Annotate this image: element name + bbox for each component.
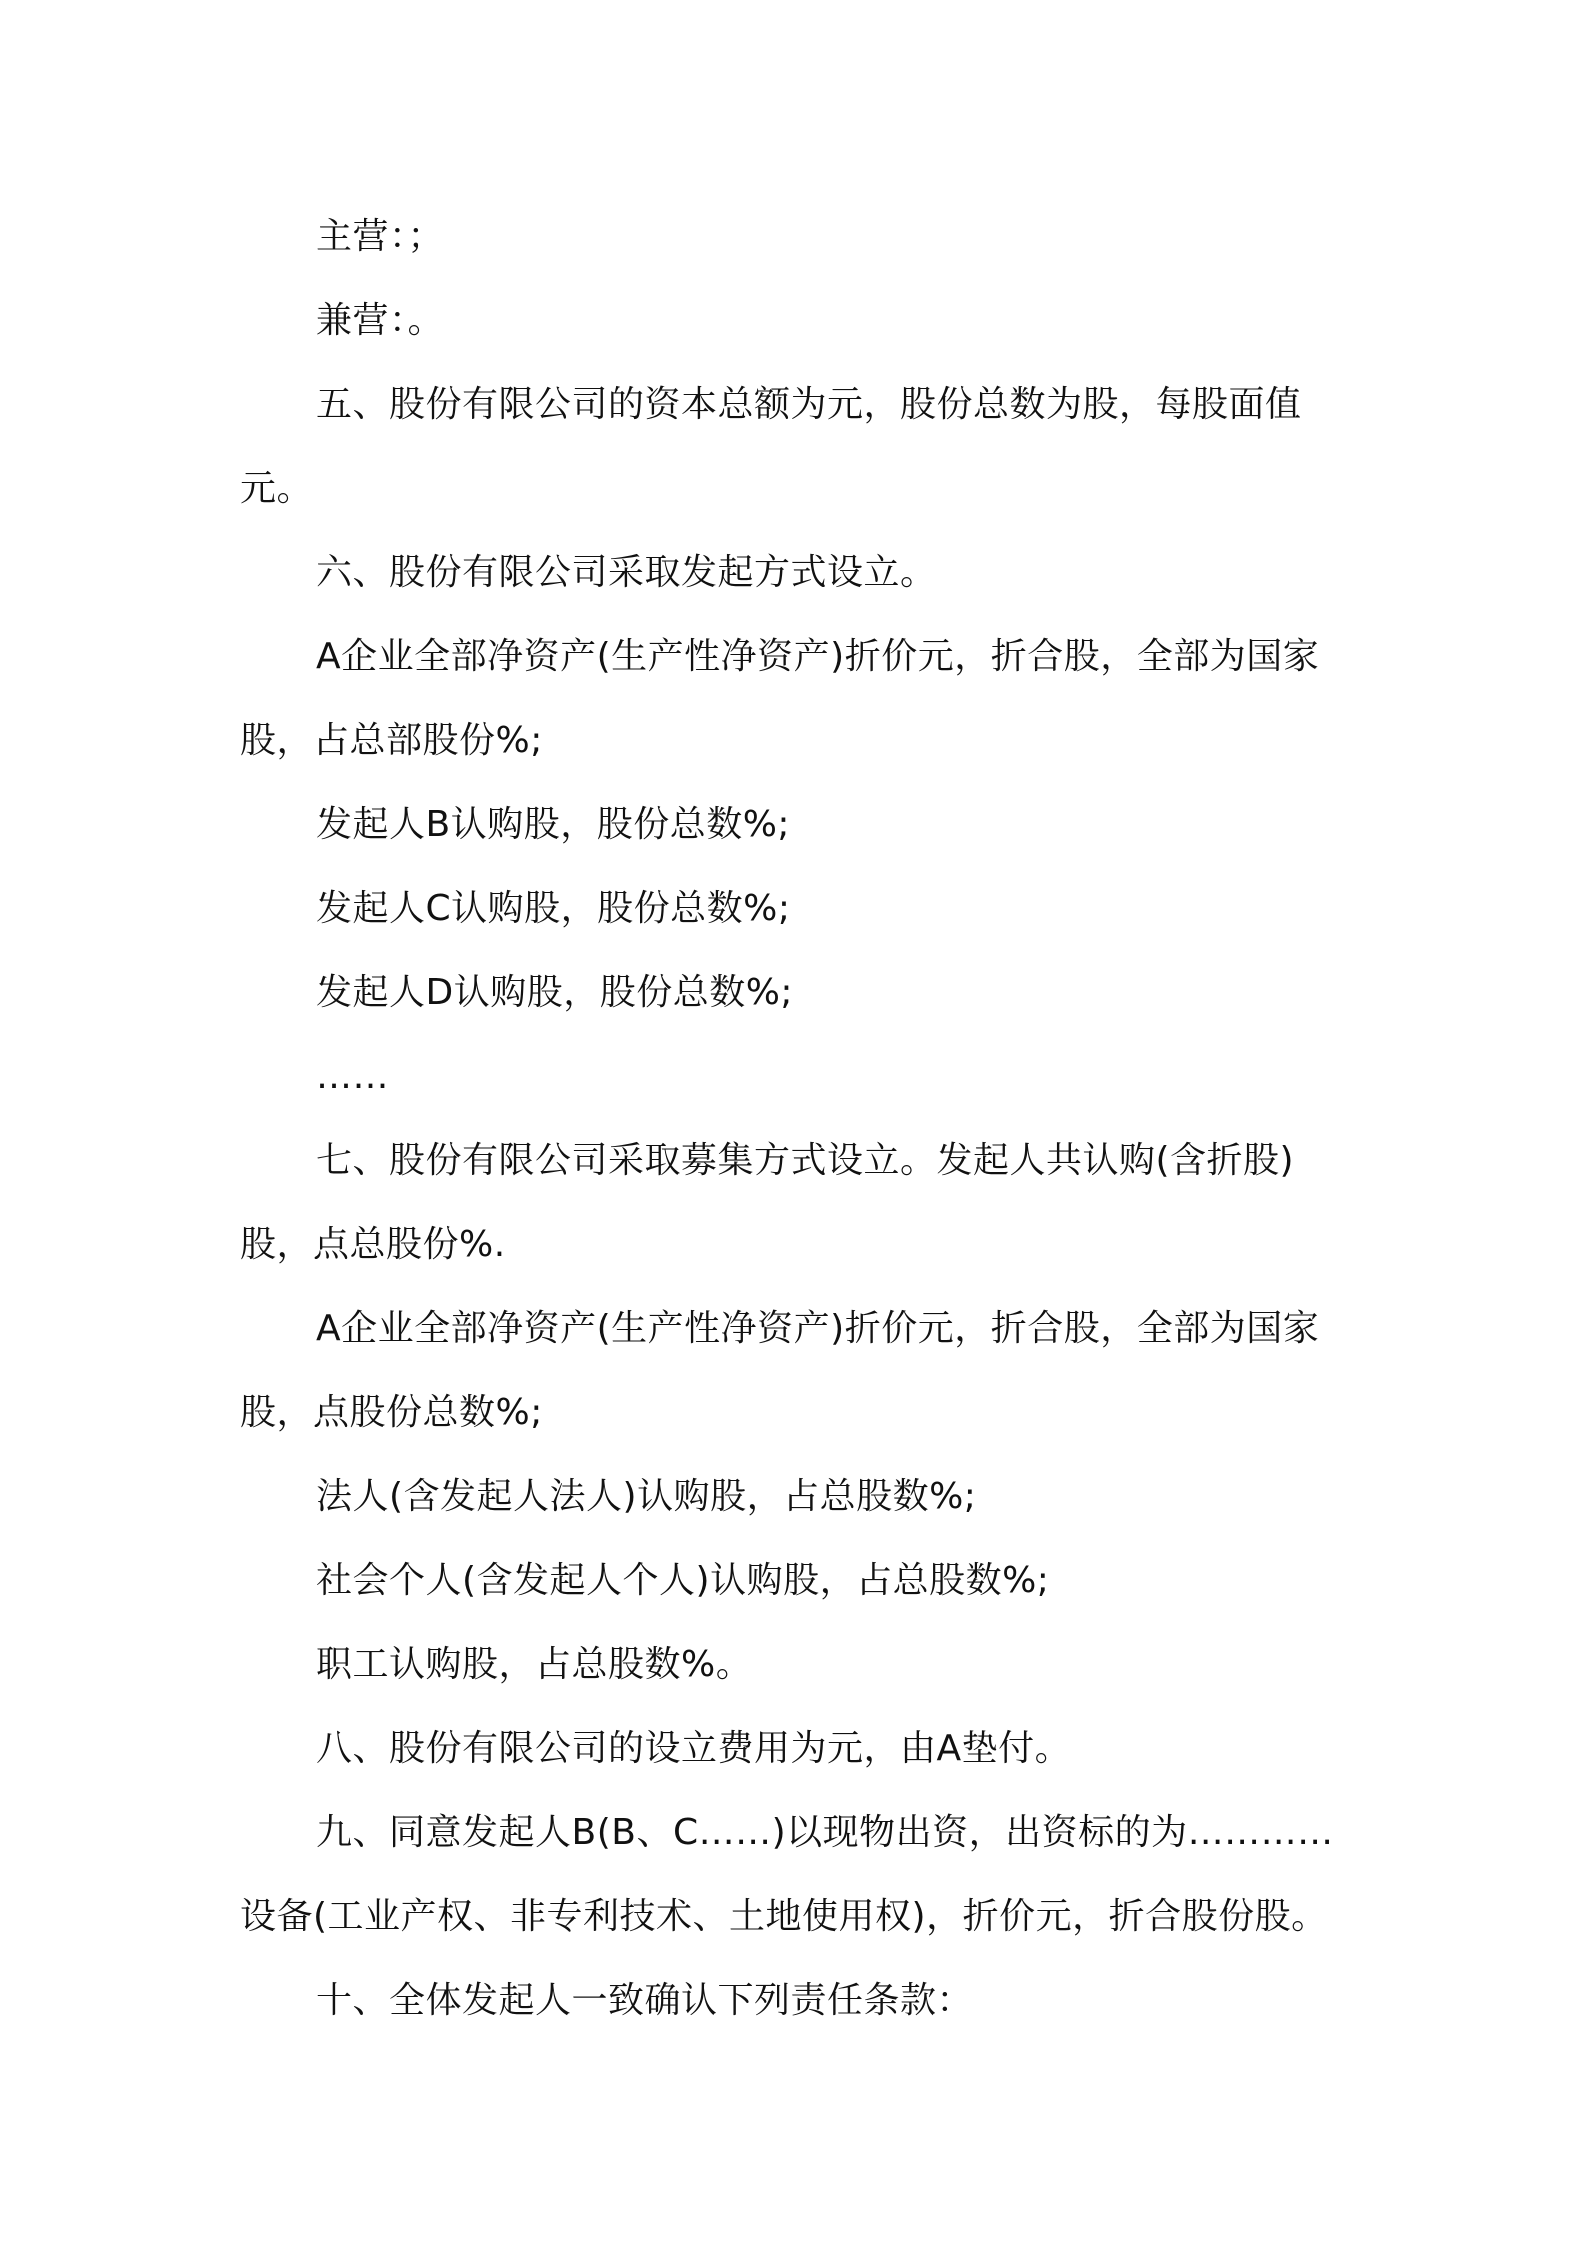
paragraph-article-6: 六、股份有限公司采取发起方式设立。: [316, 552, 937, 593]
paragraph-side-business: 兼营：。: [316, 300, 445, 341]
paragraph-article-7: 七、股份有限公司采取募集方式设立。发起人共认购(含折股)股，点总股份%.: [240, 1140, 1295, 1265]
paragraph-article-9: 九、同意发起人B(B、C……)以现物出资，出资标的为…………设备(工业产权、非专利技术、土地使用权)，折价元，折合股份股。: [240, 1812, 1334, 1937]
paragraph-article-7-legal: 法人(含发起人法人)认购股，占总股数%;: [316, 1476, 977, 1517]
paragraph-article-8: 八、股份有限公司的设立费用为元，由A垫付。: [316, 1728, 1072, 1769]
document-body: [240, 195, 1360, 2043]
paragraph-main-business: 主营：；: [316, 216, 445, 257]
paragraph-article-5: 五、股份有限公司的资本总额为元，股份总数为股，每股面值元。: [240, 384, 1302, 509]
paragraph-article-10: 十、全体发起人一致确认下列责任条款：: [316, 1980, 974, 2021]
paragraph-article-6-d: 发起人D认购股，股份总数%;: [316, 972, 794, 1013]
paragraph-article-7-staff: 职工认购股，占总股数%。: [316, 1644, 753, 1685]
paragraph-ellipsis: ……: [316, 1056, 389, 1097]
paragraph-article-6-b: 发起人B认购股，股份总数%;: [316, 804, 791, 845]
paragraph-article-6-c: 发起人C认购股，股份总数%;: [316, 888, 791, 929]
paragraph-article-7-a: A企业全部净资产(生产性净资产)折价元，折合股，全部为国家股，点股份总数%;: [240, 1308, 1320, 1433]
paragraph-article-7-individual: 社会个人(含发起人个人)认购股，占总股数%;: [316, 1560, 1050, 1601]
paragraph-article-6-a: A企业全部净资产(生产性净资产)折价元，折合股，全部为国家股，占总部股份%;: [240, 636, 1320, 761]
